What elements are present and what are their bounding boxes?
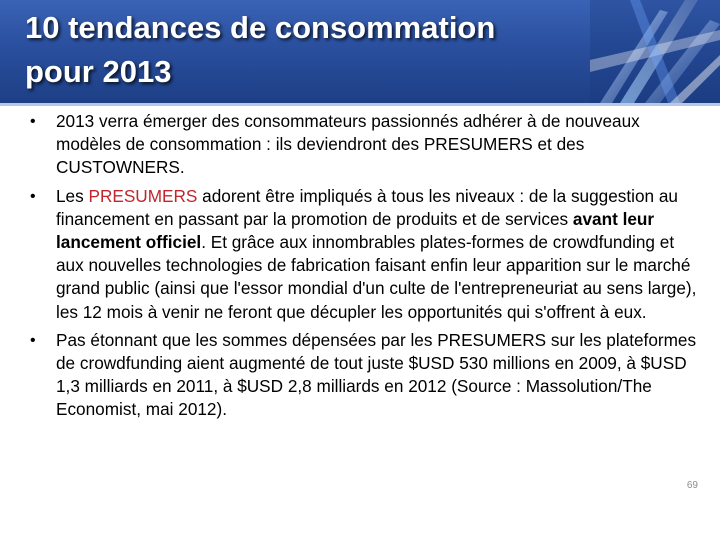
bold-phrase: avant leur lancement officiel	[56, 208, 655, 253]
bullet-text-part-1: Les	[56, 185, 89, 206]
bullet-text-part-2: adorent être impliqués à tous les niveaux : de la suggestion au financement en passant par la promotion de produits et de services	[56, 185, 678, 229]
bullet-text: 2013 verra émerger des consommateurs passionnés adhérer à de nouveaux modèles de consommation : ils deviendront des PRESUMERS et des CUSTOWNERS.	[56, 111, 640, 178]
bullet-list	[26, 110, 698, 427]
bullet-item-2	[26, 185, 698, 324]
bullet-marker: •	[30, 331, 36, 349]
bullet-marker: •	[30, 113, 36, 130]
bullet-text-part-3: . Et grâce aux innombrables plates-formes de crowdfunding et aux nouvelles technologies de fabrication faisant enfin leur apparition sur le marché grand public (ainsi que l'essor mondial d'un culte de l'entrepreneuriat au sens large), les 12 mois à venir ne feront que décupler les opportunités qui s'offrent à eux.	[56, 232, 697, 322]
light-streaks-graphic	[590, 0, 720, 103]
bullet-item-3	[26, 329, 698, 422]
bullet-item-1	[26, 110, 698, 180]
bullet-marker: •	[30, 187, 36, 205]
page-number: 69	[686, 480, 698, 491]
slide-title-line-2: pour 2013	[25, 54, 172, 89]
header-divider	[0, 103, 720, 106]
slide-header	[0, 0, 720, 103]
slide-title	[25, 6, 585, 94]
slide-title-line-1: 10 tendances de consommation	[25, 10, 496, 45]
bullet-text: Pas étonnant que les sommes dépensées par les PRESUMERS sur les plateformes de crowdfunding aient augmenté de tout juste $USD 530 millions en 2009, à $USD 1,3 milliards en 2011, à $USD 2,8 milliards en 2012 (Source : Massolution/The Economist, mai 2012).	[56, 329, 697, 420]
highlighted-term: PRESUMERS	[88, 185, 198, 206]
